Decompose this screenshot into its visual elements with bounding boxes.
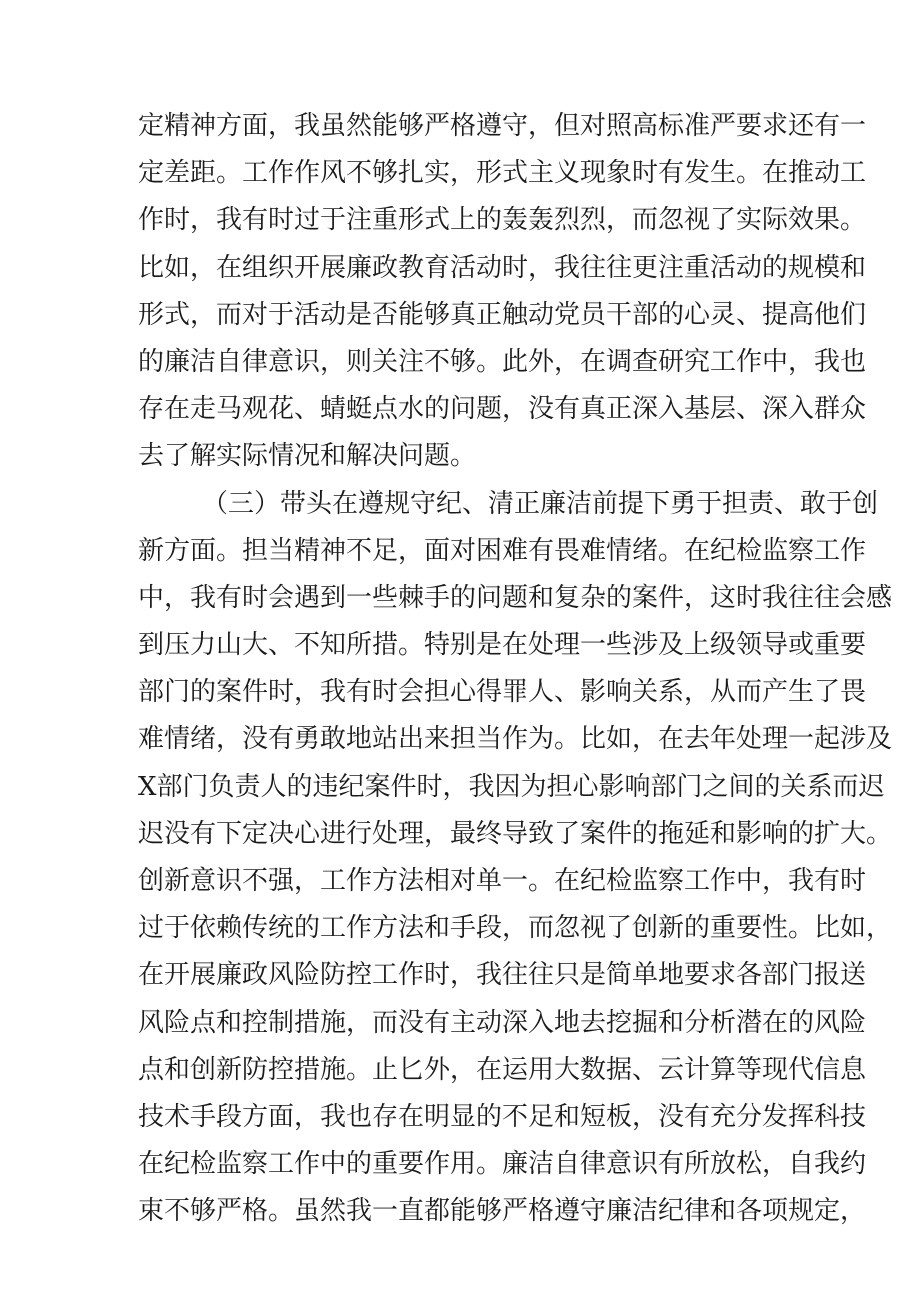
- text-line: 的廉洁自律意识，则关注不够。此外，在调查研究工作中，我也: [138, 346, 867, 377]
- paragraph-1: [138, 103, 867, 481]
- text-line: 定精神方面，我虽然能够严格遵守，但对照高标准严要求还有一: [138, 111, 867, 141]
- text-line: 定差距。工作作风不够扎实，形式主义现象时有发生。在推动工: [138, 158, 867, 189]
- text-line: 创新意识不强，工作方法相对单一。在纪检监察工作中，我有时: [138, 866, 867, 896]
- section-heading-line: （三）带头在遵规守纪、清正廉洁前提下勇于担责、敢于创: [202, 488, 879, 519]
- text-line: 形式，而对于活动是否能够真正触动党员干部的心灵、提高他们: [138, 299, 867, 330]
- text-line: 技术手段方面，我也存在明显的不足和短板，没有充分发挥科技: [138, 1101, 867, 1132]
- text-line: 点和创新防控措施。止匕外，在运用大数据、云计算等现代信息: [138, 1054, 867, 1085]
- text-line: 比如，在组织开展廉政教育活动时，我往往更注重活动的规模和: [138, 252, 867, 283]
- text-line: 到压力山大、不知所措。特别是在处理一些涉及上级领导或重要: [138, 630, 867, 661]
- document-body: [138, 103, 893, 1236]
- paragraph-2: [138, 481, 893, 1236]
- text-line: 去了解实际情况和解决问题。: [138, 441, 477, 472]
- text-line: 存在走马观花、蜻蜓点水的问题，没有真正深入基层、深入群众: [138, 394, 867, 425]
- text-line: 中，我有时会遇到一些棘手的问题和复杂的案件，这时我往往会感: [138, 582, 893, 613]
- text-line: 在纪检监察工作中的重要作用。廉洁自律意识有所放松，自我约: [138, 1149, 867, 1180]
- text-line: 部门的案件时，我有时会担心得罪人、影响关系，从而产生了畏: [138, 677, 867, 708]
- text-line: 束不够严格。虽然我一直都能够严格遵守廉洁纪律和各项规定，: [138, 1196, 867, 1227]
- text-line: 新方面。担当精神不足，面对困难有畏难情绪。在纪检监察工作: [138, 535, 867, 566]
- text-line: 迟没有下定决心进行处理，最终导致了案件的拖延和影响的扩大。: [138, 818, 893, 849]
- text-line: 在开展廉政风险防控工作时，我往往只是简单地要求各部门报送: [138, 960, 867, 991]
- text-line: 作时，我有时过于注重形式上的轰轰烈烈，而忽视了实际效果。: [138, 205, 867, 236]
- text-line: 过于依赖传统的工作方法和手段，而忽视了创新的重要性。比如，: [138, 913, 893, 944]
- text-line: 风险点和控制措施，而没有主动深入地去挖掘和分析潜在的风险: [138, 1007, 867, 1038]
- text-line: X部门负责人的违纪案件时，我因为担心影响部门之间的关系而迟: [138, 771, 885, 802]
- text-line: 难情绪，没有勇敢地站出来担当作为。比如，在去年处理一起涉及: [138, 724, 893, 755]
